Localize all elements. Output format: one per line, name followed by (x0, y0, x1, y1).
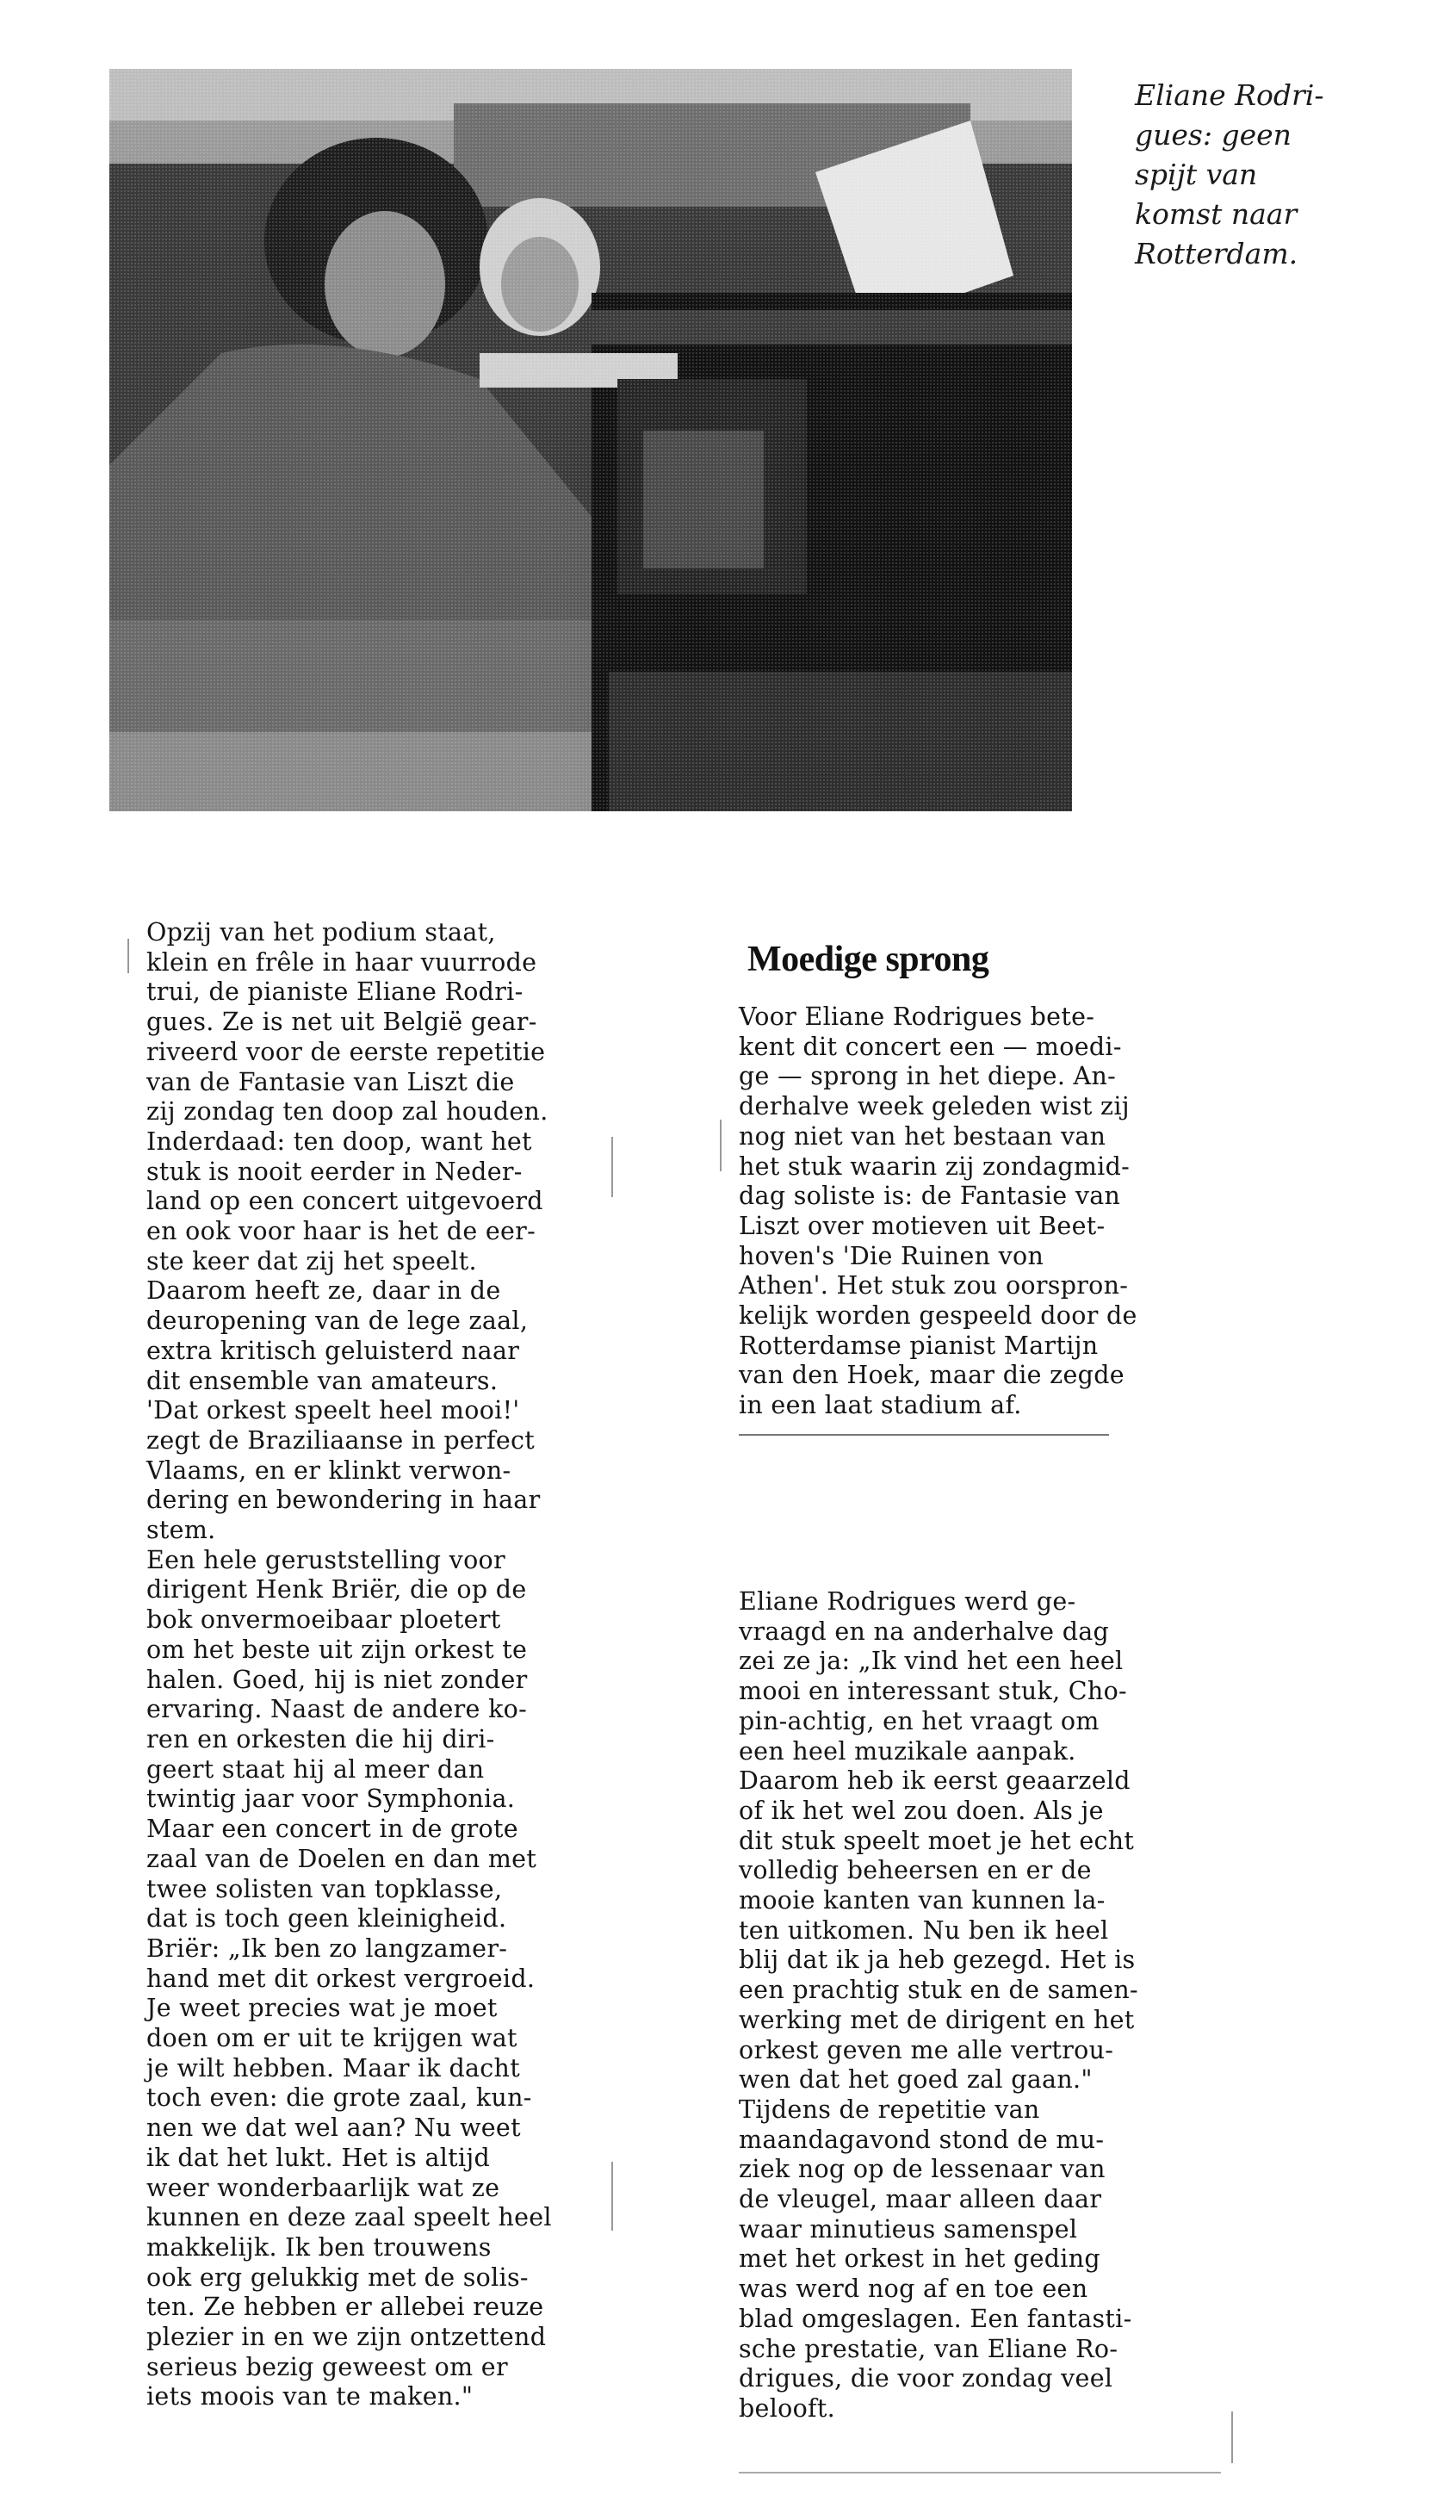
text-line: stuk is nooit eerder in Neder- (146, 1157, 523, 1186)
text-line: met het orkest in het geding (739, 2244, 1100, 2274)
text-line: Eliane Rodrigues werd ge- (739, 1587, 1076, 1616)
column-divider (739, 1434, 1109, 1436)
text-line: serieus bezig geweest om er (146, 2352, 508, 2381)
text-line: weer wonderbaarlijk wat ze (146, 2173, 500, 2202)
text-line: stem. (146, 1516, 216, 1545)
text-line: zaal van de Doelen en dan met (146, 1844, 537, 1873)
text-line: ste keer dat zij het speelt. (146, 1246, 477, 1276)
caption-line: spijt van (1135, 158, 1258, 191)
text-line: dering en bewondering in haar (146, 1486, 541, 1515)
text-line: mooi en interessant stuk, Cho- (739, 1677, 1127, 1706)
text-line: maandagavond stond de mu- (739, 2125, 1105, 2154)
text-line: Daarom heeft ze, daar in de (146, 1276, 501, 1306)
text-line: toch even: die grote zaal, kun- (146, 2083, 532, 2113)
text-line: ge — sprong in het diepe. An- (739, 1062, 1117, 1091)
text-line: Tijdens de repetitie van (739, 2095, 1040, 2124)
right-bottom-column (739, 1587, 1221, 2424)
text-line: ten. Ze hebben er allebei reuze (146, 2293, 544, 2322)
caption-line: komst naar (1135, 197, 1298, 231)
text-line: de vleugel, maar alleen daar (739, 2185, 1102, 2214)
text-line: hand met dit orkest vergroeid. (146, 1964, 536, 1993)
text-line: vraagd en na anderhalve dag (739, 1617, 1110, 1646)
text-line: het stuk waarin zij zondagmid- (739, 1151, 1131, 1181)
text-line: Liszt over motieven uit Beet- (739, 1211, 1106, 1240)
text-line: Opzij van het podium staat, (146, 918, 496, 947)
text-line: om het beste uit zijn orkest te (146, 1635, 528, 1664)
text-line: wen dat het goed zal gaan." (739, 2065, 1093, 2095)
text-line: nog niet van het bestaan van (739, 1121, 1106, 1151)
column-end-rule (739, 2472, 1221, 2473)
text-line: was werd nog af en toe een (739, 2275, 1088, 2304)
text-line: volledig beheersen en er de (739, 1856, 1092, 1885)
text-line: makkelijk. Ik ben trouwens (146, 2232, 492, 2262)
text-line: blij dat ik ja heb gezegd. Het is (739, 1946, 1136, 1975)
text-line: ik dat het lukt. Het is altijd (146, 2143, 491, 2172)
margin-mark (611, 2162, 613, 2231)
text-line: trui, de pianiste Eliane Rodri- (146, 978, 524, 1007)
text-line: mooie kanten van kunnen la- (739, 1886, 1106, 1915)
text-line: en ook voor haar is het de eer- (146, 1217, 536, 1246)
text-line: een heel muzikale aanpak. (739, 1736, 1076, 1766)
text-line: Je weet precies wat je moet (146, 1994, 498, 2023)
margin-mark (1231, 2411, 1233, 2463)
margin-mark (611, 1137, 613, 1197)
text-line: dat is toch geen kleinigheid. (146, 1904, 507, 1933)
text-line: kunnen en deze zaal speelt heel (146, 2203, 552, 2232)
text-line: of ik het wel zou doen. Als je (739, 1796, 1104, 1825)
text-line: 'Dat orkest speelt heel mooi!' (146, 1396, 520, 1425)
text-line: hoven's 'Die Ruinen von (739, 1241, 1044, 1270)
text-line: deuropening van de lege zaal, (146, 1307, 529, 1336)
text-line: klein en frêle in haar vuurrode (146, 947, 537, 977)
text-line: twee solisten van topklasse, (146, 1874, 503, 1903)
text-line: een prachtig stuk en de samen- (739, 1976, 1138, 2005)
caption-line: Rotterdam. (1135, 237, 1298, 270)
text-line: ook erg gelukkig met de solis- (146, 2262, 529, 2292)
margin-mark (720, 1120, 722, 1171)
text-line: Vlaams, en er klinkt verwon- (146, 1456, 511, 1485)
concert-photo-icon (109, 69, 1072, 811)
article-photo (109, 69, 1072, 811)
text-line: doen om er uit te krijgen wat (146, 2024, 517, 2053)
text-line: geert staat hij al meer dan (146, 1754, 485, 1784)
text-line: belooft. (739, 2393, 836, 2423)
text-line: Maar een concert in de grote (146, 1815, 518, 1844)
text-line: zegt de Braziliaanse in perfect (146, 1425, 536, 1455)
caption-line: gues: geen (1135, 118, 1292, 152)
text-line: ziek nog op de lessenaar van (739, 2155, 1106, 2184)
text-line: je wilt hebben. Maar ik dacht (146, 2053, 520, 2082)
photo-caption (1135, 76, 1410, 274)
text-line: zij zondag ten doop zal houden. (146, 1097, 548, 1127)
text-line: iets moois van te maken." (146, 2382, 474, 2411)
text-line: Athen'. Het stuk zou oorspron- (739, 1271, 1129, 1300)
text-line: kelijk worden gespeeld door de (739, 1301, 1137, 1331)
text-line: zei ze ja: „Ik vind het een heel (739, 1647, 1124, 1676)
section-heading: Moedige sprong (747, 940, 989, 979)
text-line: dit stuk speelt moet je het echt (739, 1826, 1135, 1855)
text-line: ren en orkesten die hij diri- (146, 1724, 495, 1753)
text-line: drigues, die voor zondag veel (739, 2364, 1113, 2393)
margin-mark (127, 939, 129, 973)
text-line: riveerd voor de eerste repetitie (146, 1037, 546, 1066)
text-line: extra kritisch geluisterd naar (146, 1336, 520, 1365)
text-line: twintig jaar voor Symphonia. (146, 1784, 516, 1814)
text-line: gues. Ze is net uit België gear- (146, 1008, 537, 1037)
text-line: land op een concert uitgevoerd (146, 1187, 543, 1216)
text-line: werking met de dirigent en het (739, 2005, 1135, 2034)
text-line: pin-achtig, en het vraagt om (739, 1706, 1100, 1735)
text-line: halen. Goed, hij is niet zonder (146, 1665, 528, 1694)
text-line: sche prestatie, van Eliane Ro- (739, 2334, 1118, 2363)
text-line: dit ensemble van amateurs. (146, 1366, 499, 1395)
text-line: Rotterdamse pianist Martijn (739, 1331, 1099, 1360)
text-line: blad omgeslagen. Een fantasti- (739, 2304, 1132, 2333)
text-line: dag soliste is: de Fantasie van (739, 1182, 1121, 1211)
text-line: in een laat stadium af. (739, 1391, 1022, 1420)
right-top-column (739, 1002, 1221, 1421)
text-line: ervaring. Naast de andere ko- (146, 1695, 528, 1724)
text-line: Daarom heb ik eerst geaarzeld (739, 1766, 1131, 1796)
text-line: van den Hoek, maar die zegde (739, 1361, 1125, 1390)
text-line: dirigent Henk Briër, die op de (146, 1575, 527, 1604)
text-line: Een hele geruststelling voor (146, 1545, 505, 1574)
text-line: nen we dat wel aan? Nu weet (146, 2113, 521, 2143)
caption-line: Eliane Rodri- (1135, 78, 1324, 112)
text-line: orkest geven me alle vertrou- (739, 2035, 1114, 2064)
text-line: kent dit concert een — moedi- (739, 1032, 1122, 1061)
text-line: Briër: „Ik ben zo langzamer- (146, 1933, 508, 1963)
text-line: derhalve week geleden wist zij (739, 1092, 1130, 1121)
text-line: bok onvermoeibaar ploetert (146, 1605, 501, 1635)
text-line: waar minutieus samenspel (739, 2214, 1078, 2244)
text-line: plezier in en we zijn ontzettend (146, 2323, 547, 2352)
text-line: Voor Eliane Rodrigues bete- (739, 1002, 1095, 1031)
text-line: Inderdaad: ten doop, want het (146, 1127, 532, 1156)
text-line: ten uitkomen. Nu ben ik heel (739, 1915, 1109, 1945)
left-column (146, 918, 629, 2412)
text-line: van de Fantasie van Liszt die (146, 1067, 515, 1096)
